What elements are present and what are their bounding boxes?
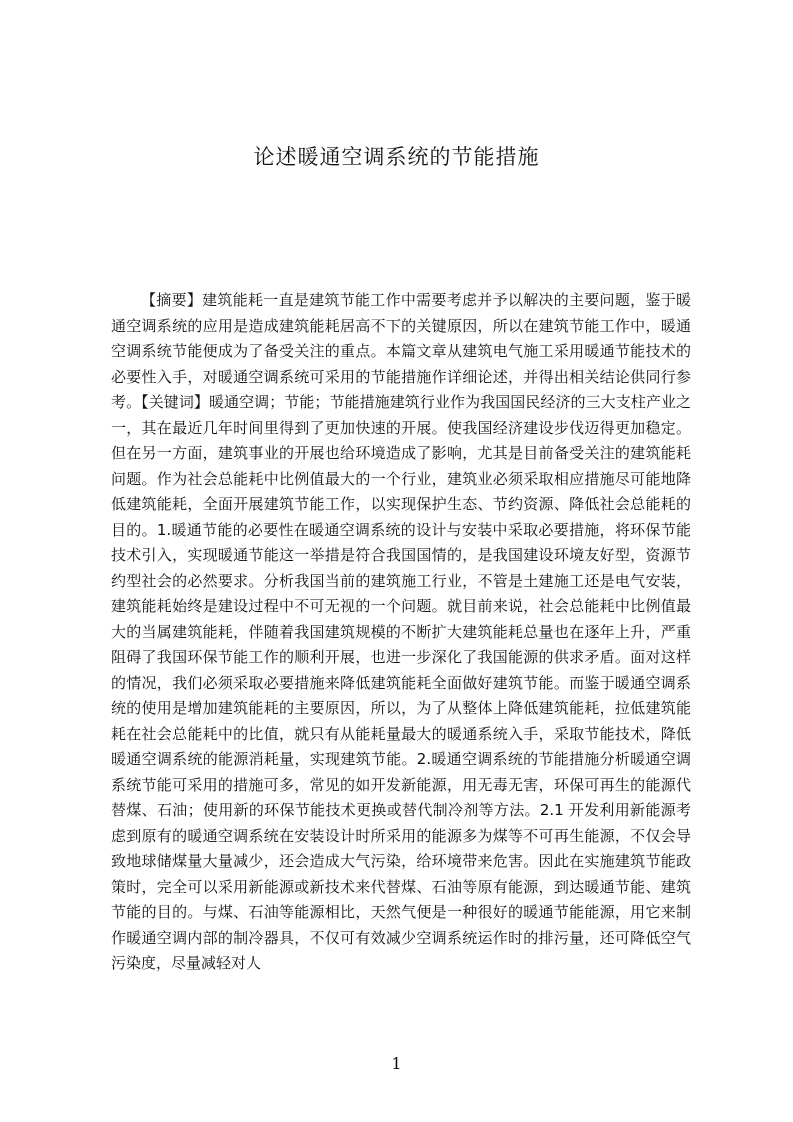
document-title: 论述暖通空调系统的节能措施 — [253, 145, 540, 169]
page-number: 1 — [391, 1054, 402, 1073]
document-body-paragraph: 【摘要】建筑能耗一直是建筑节能工作中需要考虑并予以解决的主要问题，鉴于暖通空调系统的应用是造成建筑能耗居高不下的关键原因，所以在建筑节能工作中，暖通空调系统节能便成为了备受关注的重点。本篇文章从建筑电气施工采用暖通节能技术的必要性入手，对暖通空调系统可采用的节能措施作详细论述，并得出相关结论供同行参考。【关键词】暖通空调；节能；节能措施建筑行业作为我国国民经济的三大支柱产业之一，其在最近几年时间里得到了更加快速的开展。使我国经济建设步伐迈得更加稳定。但在另一方面，建筑事业的开展也给环境造成了影响，尤其是目前备受关注的建筑能耗问题。作为社会总能耗中比例值最大的一个行业，建筑业必须采取相应措施尽可能地降低建筑能耗，全面开展建筑节能工作，以实现保护生态、节约资源、降低社会总能耗的目的。1.暖通节能的必要性在暖通空调系统的设计与安装中采取必要措施，将环保节能技术引入，实现暖通节能这一举措是符合我国国情的，是我国建设环境友好型，资源节约型社会的必然要求。分析我国当前的建筑施工行业，不管是土建施工还是电气安装，建筑能耗始终是建设过程中不可无视的一个问题。就目前来说，社会总能耗中比例值最大的当属建筑能耗，伴随着我国建筑规模的不断扩大建筑能耗总量也在逐年上升，严重阻碍了我国环保节能工作的顺利开展，也进一步深化了我国能源的供求矛盾。面对这样的情况，我们必须采取必要措施来降低建筑能耗全面做好建筑节能。而鉴于暖通空调系统的使用是增加建筑能耗的主要原因，所以，为了从整体上降低建筑能耗，拉低建筑能耗在社会总能耗中的比值，就只有从能耗量最大的暖通系统入手，采取节能技术，降低暖通空调系统的能源消耗量，实现建筑节能。2.暖通空调系统的节能措施分析暖通空调系统节能可采用的措施可多，常见的如开发新能源，用无毒无害，环保可再生的能源代替煤、石油；使用新的环保节能技术更换或替代制冷剂等方法。2.1 开发利用新能源考虑到原有的暖通空调系统在安装设计时所采用的能源多为煤等不可再生能源，不仅会导致地球储煤量大量减少，还会造成大气污染，给环境带来危害。因此在实施建筑节能政策时，完全可以采用新能源或新技术来代替煤、石油等原有能源，到达暖通节能、建筑节能的目的。与煤、石油等能源相比，天然气便是一种很好的暖通节能能源，用它来制作暖通空调内部的制冷器具，不仅可有效减少空调系统运作时的排污量，还可降低空气污染度，尽量减轻对人 — [111, 291, 691, 972]
